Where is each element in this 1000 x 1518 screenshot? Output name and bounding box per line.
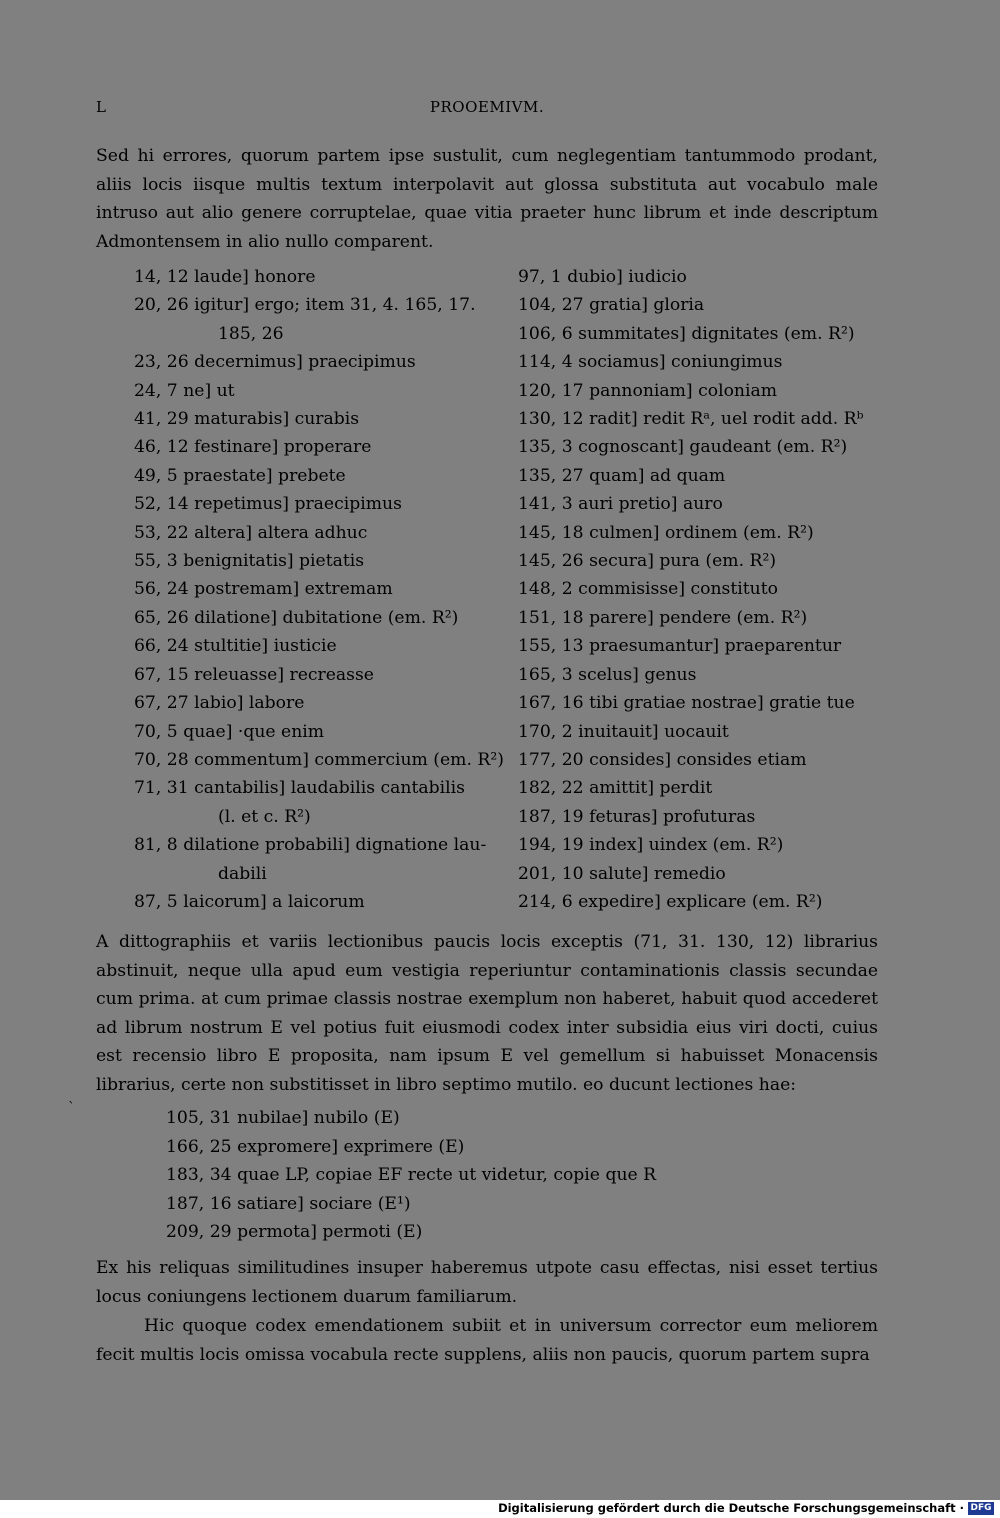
variant-text: secura] pura (em. R²) xyxy=(589,551,777,572)
variant-ref: 20, 26 xyxy=(134,295,189,316)
variant-text: laude] honore xyxy=(194,267,316,287)
variant-ref: 151, 18 xyxy=(518,607,584,628)
variant-text: dilatione probabili] dignatione lau- xyxy=(183,835,487,856)
lectio-item: 105, 31 nubilae] nubilo (E) xyxy=(166,1108,400,1128)
variant-text: salute] remedio xyxy=(589,863,726,884)
variant-text: stultitie] iusticie xyxy=(194,636,337,657)
variant-entry xyxy=(518,519,878,547)
variant-text: festinare] properare xyxy=(194,437,372,458)
variant-text: culmen] ordinem (em. R²) xyxy=(589,522,814,543)
variant-ref: 67, 27 xyxy=(134,693,189,714)
variant-ref: 120, 17 xyxy=(518,380,584,401)
variant-text: ne] ut xyxy=(183,380,235,401)
variant-ref: 187, 19 xyxy=(518,806,584,827)
variant-text: praesumantur] praeparentur xyxy=(589,636,842,657)
variant-text: scelus] genus xyxy=(578,664,697,685)
variant-text: igitur] ergo; item 31, 4. 165, 17. xyxy=(194,295,476,316)
variant-ref: 56, 24 xyxy=(134,579,189,600)
variant-entry xyxy=(134,689,474,717)
variant-ref: 23, 26 xyxy=(134,352,189,373)
variant-text: praestate] prebete xyxy=(183,465,346,486)
variant-entry xyxy=(134,774,474,831)
variant-ref: 148, 2 xyxy=(518,579,573,600)
variant-text: quam] ad quam xyxy=(589,465,726,486)
lectio-item: 183, 34 quae LP, copiae EF recte ut videtur, copie que R xyxy=(166,1165,657,1186)
paragraph-4: Hic quoque codex emendationem subiit et in universum corrector eum meliorem fecit multis locis omissa vocabula recte supplens, aliis non paucis, quorum partem supra xyxy=(96,1316,878,1365)
lectio-item: 166, 25 expromere] exprimere (E) xyxy=(166,1136,465,1157)
variant-text: consides] consides etiam xyxy=(589,749,807,770)
variant-text: repetimus] praecipimus xyxy=(194,494,402,515)
variant-text: cantabilis] laudabilis cantabilis xyxy=(194,778,465,799)
variant-entry xyxy=(134,575,474,603)
variant-entry xyxy=(518,433,878,461)
paragraph-3: Ex his reliquas similitudines insuper haberemus utpote casu effectas, nisi esset tertius locus coniungens lectionem duarum familiarum. xyxy=(96,1258,878,1307)
variant-ref: 177, 20 xyxy=(518,749,584,770)
variant-text: parere] pendere (em. R²) xyxy=(589,607,808,628)
variant-entry xyxy=(518,377,878,405)
variant-entry xyxy=(134,604,474,632)
variant-entry xyxy=(134,519,474,547)
variant-ref: 46, 12 xyxy=(134,437,189,458)
variant-entry xyxy=(134,831,487,888)
variant-entry xyxy=(134,490,474,518)
variant-ref: 70, 5 xyxy=(134,721,178,742)
variant-entry xyxy=(518,462,878,490)
footer-credit: Digitalisierung gefördert durch die Deutsche Forschungsgemeinschaft · xyxy=(498,1501,964,1515)
variant-ref: 214, 6 xyxy=(518,891,573,912)
variant-entry xyxy=(518,803,878,831)
variant-entry xyxy=(518,774,878,802)
variant-ref: 135, 27 xyxy=(518,465,584,486)
variant-ref: 141, 3 xyxy=(518,494,573,515)
variant-ref: 52, 14 xyxy=(134,494,189,515)
variants-right-column xyxy=(518,263,878,916)
variant-entry xyxy=(134,661,474,689)
variant-entry xyxy=(134,377,474,405)
variant-ref: 114, 4 xyxy=(518,352,573,373)
variant-ref: 14, 12 xyxy=(134,267,189,287)
variant-ref: 55, 3 xyxy=(134,551,178,572)
variant-entry xyxy=(518,490,878,518)
variant-text: tibi gratiae nostrae] gratie tue xyxy=(589,693,855,714)
variant-text: auri pretio] auro xyxy=(578,494,723,515)
variant-entry xyxy=(518,263,878,291)
variant-entry xyxy=(518,632,878,660)
variant-text: gratia] gloria xyxy=(589,295,705,316)
variant-text: radit] redit Rᵃ, uel rodit add. Rᵇ xyxy=(589,409,864,430)
variant-entry xyxy=(518,888,878,916)
variant-text: maturabis] curabis xyxy=(194,409,360,430)
running-title: PROOEMIVM. xyxy=(429,98,545,116)
variant-text: releuasse] recreasse xyxy=(194,664,374,685)
dfg-logo: DFG xyxy=(968,1502,994,1515)
variant-text: commentum] commercium (em. R²) xyxy=(194,749,504,770)
variant-entry xyxy=(518,860,878,888)
variant-entry xyxy=(134,291,474,348)
variant-text: dubio] iudicio xyxy=(567,267,687,287)
variant-text: sociamus] coniungimus xyxy=(578,352,783,373)
variant-ref: 194, 19 xyxy=(518,835,584,856)
variant-text: laicorum] a laicorum xyxy=(183,891,365,912)
variant-ref: 145, 18 xyxy=(518,522,584,543)
footer-bar xyxy=(0,1500,1000,1518)
lectiones-list xyxy=(166,1104,766,1247)
variant-entry xyxy=(134,433,474,461)
variant-entry xyxy=(518,291,878,319)
variant-ref: 167, 16 xyxy=(518,693,584,714)
paragraph-2: A dittographiis et variis lectionibus paucis locis exceptis (71, 31. 130, 12) librarius abstinuit, neque ulla apud eum vestigia reperiuntur contaminationis classis secundae cum prima. at cum primae classis nostrae exemplum non haberet, habuit quod accederet ad librum nostrum E vel potius fuit eiusmodi codex inter subsidia eius viri docti, cuius est recensio libro E proposita, nam ipsum E vel gemellum si habuisset Monacensis librarius, certe non substitisset in libro septimo mutilo. eo ducunt lectiones hae: xyxy=(96,932,878,1095)
variants-left-column xyxy=(134,263,504,916)
variant-ref: 182, 22 xyxy=(518,778,584,799)
variant-ref: 71, 31 xyxy=(134,778,189,799)
variant-entry xyxy=(518,604,878,632)
variant-text: expedire] explicare (em. R²) xyxy=(578,891,823,912)
variant-continuation: dabili xyxy=(218,863,267,884)
page-number: L xyxy=(96,98,107,116)
variant-ref: 135, 3 xyxy=(518,437,573,458)
variant-entry xyxy=(134,462,474,490)
variant-entry xyxy=(134,888,474,916)
variant-text: commisisse] constituto xyxy=(578,579,779,600)
variant-text: inuitauit] uocauit xyxy=(578,721,729,742)
variant-ref: 66, 24 xyxy=(134,636,189,657)
variant-ref: 81, 8 xyxy=(134,835,178,856)
variant-entry xyxy=(518,689,878,717)
variant-entry xyxy=(134,718,474,746)
variant-entry xyxy=(518,405,878,433)
variant-text: index] uindex (em. R²) xyxy=(589,835,784,856)
variant-entry xyxy=(518,661,878,689)
variant-ref: 201, 10 xyxy=(518,863,584,884)
variant-text: dilatione] dubitatione (em. R²) xyxy=(194,607,459,628)
variant-entry xyxy=(134,263,474,291)
variant-ref: 53, 22 xyxy=(134,522,189,543)
lectio-item: 209, 29 permota] permoti (E) xyxy=(166,1222,423,1243)
variant-entry xyxy=(134,405,474,433)
paragraph-1: Sed hi errores, quorum partem ipse sustulit, cum neglegentiam tantummodo prodant, aliis locis iisque multis textum interpolavit aut glossa substituta aut vocabulo male intruso aut alio genere corruptelae, quae vitia praeter hunc librum et inde descriptum Admontensem in alio nullo comparent. xyxy=(96,146,878,252)
variant-ref: 106, 6 xyxy=(518,323,573,344)
variant-ref: 97, 1 xyxy=(518,267,562,287)
variant-continuation: 185, 26 xyxy=(218,323,284,344)
lectio-item: 187, 16 satiare] sociare (E¹) xyxy=(166,1193,411,1214)
variant-text: summitates] dignitates (em. R²) xyxy=(578,323,855,344)
variant-entry xyxy=(518,547,878,575)
variant-entry xyxy=(134,547,474,575)
variant-continuation: (l. et c. R²) xyxy=(218,806,311,827)
variant-entry xyxy=(518,746,878,774)
variant-ref: 67, 15 xyxy=(134,664,189,685)
variant-text: altera] altera adhuc xyxy=(194,522,368,543)
variant-ref: 165, 3 xyxy=(518,664,573,685)
variant-entry xyxy=(518,718,878,746)
variant-ref: 170, 2 xyxy=(518,721,573,742)
variant-text: amittit] perdit xyxy=(589,778,713,799)
variant-ref: 70, 28 xyxy=(134,749,189,770)
variant-text: cognoscant] gaudeant (em. R²) xyxy=(578,437,848,458)
variant-entry xyxy=(518,348,878,376)
variant-text: decernimus] praecipimus xyxy=(194,352,416,373)
variant-text: quae] ·que enim xyxy=(183,721,325,742)
variant-ref: 24, 7 xyxy=(134,380,178,401)
variant-entry xyxy=(518,320,878,348)
variant-ref: 145, 26 xyxy=(518,551,584,572)
variant-ref: 65, 26 xyxy=(134,607,189,628)
variant-ref: 130, 12 xyxy=(518,409,584,430)
running-header xyxy=(96,98,878,122)
variant-text: feturas] profuturas xyxy=(589,806,756,827)
variant-entry xyxy=(134,632,474,660)
variant-entry xyxy=(518,831,878,859)
variant-ref: 41, 29 xyxy=(134,409,189,430)
variant-entry xyxy=(134,746,504,774)
variant-text: labio] labore xyxy=(194,693,305,714)
variant-text: benignitatis] pietatis xyxy=(183,551,365,572)
variant-ref: 49, 5 xyxy=(134,465,178,486)
variant-ref: 87, 5 xyxy=(134,891,178,912)
variant-entry xyxy=(134,348,474,376)
variant-entry xyxy=(518,575,878,603)
variant-text: pannoniam] coloniam xyxy=(589,380,778,401)
variant-ref: 155, 13 xyxy=(518,636,584,657)
stray-mark: ` xyxy=(68,1100,75,1116)
variant-ref: 104, 27 xyxy=(518,295,584,316)
variant-text: postremam] extremam xyxy=(194,579,393,600)
